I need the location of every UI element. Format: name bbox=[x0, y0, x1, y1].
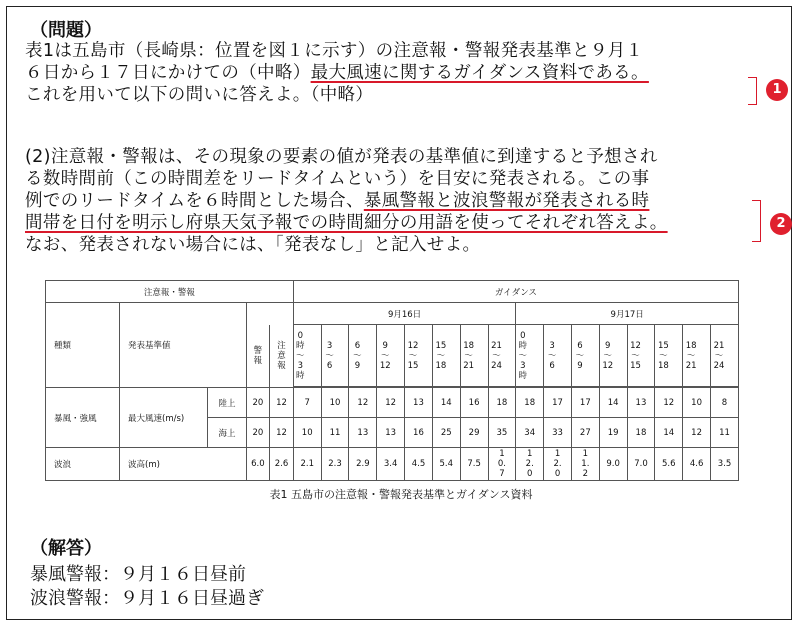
value-cell: 3.5 bbox=[711, 448, 739, 481]
underlined-phrase-1: 最大風速に関するガイダンス資料である。 bbox=[310, 63, 649, 83]
value-wrap: 11.2 bbox=[581, 449, 590, 479]
time-label: 12～15 bbox=[630, 340, 641, 371]
value-cell: 16 bbox=[460, 388, 488, 418]
time-label: 0時～3時 bbox=[518, 330, 528, 381]
time-label: 21～24 bbox=[713, 340, 725, 371]
question-line-3 bbox=[25, 190, 668, 212]
row-criteria: 波高(m) bbox=[120, 448, 246, 481]
answer-line-2: 波浪警報：９月１６日昼過ぎ bbox=[30, 588, 264, 609]
time-label: 6～9 bbox=[353, 340, 362, 371]
question-line-2: る数時間前（この時間差をリードタイムという）を目安に発表される。この事 bbox=[25, 169, 650, 189]
table-row bbox=[46, 448, 739, 481]
time-label: 21～24 bbox=[491, 340, 502, 371]
time-label: 3～6 bbox=[325, 340, 334, 371]
date-day-2: 9月17日 bbox=[516, 303, 739, 325]
header-guidance: ガイダンス bbox=[293, 281, 738, 303]
answer-line-1: 暴風警報：９月１６日昼前 bbox=[30, 564, 246, 585]
underlined-phrase-2a: 暴風警報と波浪警報が発表される時 bbox=[363, 191, 650, 211]
value-cell: 2.3 bbox=[321, 448, 349, 481]
time-label: 9～12 bbox=[379, 340, 391, 371]
time-label: 15～18 bbox=[657, 340, 669, 371]
value-cell bbox=[544, 448, 572, 481]
col-warning-label: 警報 bbox=[253, 345, 263, 366]
value-cell: 7.0 bbox=[627, 448, 655, 481]
time-label: 6～9 bbox=[575, 340, 585, 371]
time-label: 9～12 bbox=[602, 340, 614, 371]
value-cell: 3.4 bbox=[377, 448, 405, 481]
time-cell bbox=[432, 325, 460, 387]
value-cell: 25 bbox=[432, 418, 460, 448]
value-cell: 27 bbox=[571, 418, 599, 448]
value-cell: 5.4 bbox=[432, 448, 460, 481]
row-area: 海上 bbox=[208, 418, 246, 448]
value-cell: 33 bbox=[544, 418, 572, 448]
time-label: 15～18 bbox=[435, 340, 447, 371]
time-cell bbox=[377, 325, 405, 387]
row-advisory: 2.6 bbox=[270, 448, 294, 481]
time-cell bbox=[349, 325, 377, 387]
row-type: 暴風・強風 bbox=[46, 388, 120, 448]
value-cell: 12 bbox=[683, 418, 711, 448]
value-cell: 13 bbox=[349, 418, 377, 448]
time-label: 3～6 bbox=[547, 340, 557, 371]
number-badge-2: 2 bbox=[770, 213, 792, 235]
value-cell: 17 bbox=[544, 388, 572, 418]
table-header-row bbox=[46, 281, 739, 303]
value-cell: 16 bbox=[405, 418, 433, 448]
value-cell: 7.5 bbox=[460, 448, 488, 481]
value-cell: 18 bbox=[516, 388, 544, 418]
col-advisory bbox=[270, 325, 294, 388]
row-warning: 20 bbox=[246, 418, 270, 448]
value-cell: 13 bbox=[627, 388, 655, 418]
row-type: 波浪 bbox=[46, 448, 120, 481]
question-paragraph bbox=[25, 146, 668, 256]
value-cell: 4.6 bbox=[683, 448, 711, 481]
blank-advisory-header bbox=[270, 303, 294, 325]
value-wrap: 12.0 bbox=[553, 449, 562, 479]
time-cell bbox=[460, 325, 488, 387]
value-cell: 7 bbox=[293, 388, 321, 418]
time-cell bbox=[655, 325, 683, 387]
problem-paragraph bbox=[25, 40, 649, 106]
table-row bbox=[46, 388, 739, 418]
red-bracket-1 bbox=[748, 77, 757, 105]
table-date-row bbox=[46, 303, 739, 325]
table-caption: 表1 五島市の注意報・警報発表基準とガイダンス資料 bbox=[269, 488, 533, 501]
value-cell bbox=[488, 448, 516, 481]
value-cell: 10 bbox=[683, 388, 711, 418]
time-cell bbox=[599, 325, 627, 387]
value-cell: 19 bbox=[599, 418, 627, 448]
row-area: 陸上 bbox=[208, 388, 246, 418]
col-criteria: 発表基準値 bbox=[120, 303, 246, 388]
value-cell: 4.5 bbox=[405, 448, 433, 481]
row-warning: 6.0 bbox=[246, 448, 270, 481]
time-cell bbox=[711, 325, 739, 387]
value-cell bbox=[571, 448, 599, 481]
question-line-3-text: 例でのリードタイムを６時間とした場合、 bbox=[25, 191, 364, 211]
row-advisory: 12 bbox=[270, 418, 294, 448]
problem-line-2-text: ６日から１７日にかけての（中略） bbox=[25, 63, 311, 83]
time-cell bbox=[516, 325, 544, 387]
value-cell: 12 bbox=[377, 388, 405, 418]
number-badge-1: 1 bbox=[766, 79, 788, 101]
time-cell bbox=[571, 325, 599, 387]
value-cell: 35 bbox=[488, 418, 516, 448]
value-cell: 34 bbox=[516, 418, 544, 448]
time-cell bbox=[293, 325, 321, 387]
row-advisory: 12 bbox=[270, 388, 294, 418]
header-warnings: 注意報・警報 bbox=[46, 281, 294, 303]
value-cell: 14 bbox=[432, 388, 460, 418]
answer-heading: （解答） bbox=[30, 538, 102, 559]
value-cell: 5.6 bbox=[655, 448, 683, 481]
value-cell: 11 bbox=[711, 418, 739, 448]
value-cell bbox=[516, 448, 544, 481]
problem-line-1: 表1は五島市（長崎県：位置を図１に示す）の注意報・警報発表基準と９月１ bbox=[25, 41, 644, 61]
value-cell: 14 bbox=[655, 418, 683, 448]
value-cell: 2.9 bbox=[349, 448, 377, 481]
col-type: 種類 bbox=[46, 303, 120, 388]
col-advisory-label: 注意報 bbox=[277, 340, 286, 371]
value-cell: 9.0 bbox=[599, 448, 627, 481]
time-label: 12～15 bbox=[407, 340, 419, 371]
value-cell: 13 bbox=[377, 418, 405, 448]
col-warning bbox=[246, 325, 270, 388]
time-cell bbox=[627, 325, 655, 387]
value-cell: 29 bbox=[460, 418, 488, 448]
time-cell bbox=[321, 325, 349, 387]
value-wrap: 10.7 bbox=[497, 449, 506, 479]
value-cell: 8 bbox=[711, 388, 739, 418]
red-bracket-2 bbox=[752, 200, 761, 242]
time-label: 18～21 bbox=[463, 340, 475, 371]
value-cell: 17 bbox=[571, 388, 599, 418]
time-cell bbox=[488, 325, 516, 387]
value-cell: 18 bbox=[488, 388, 516, 418]
row-criteria: 最大風速(m/s) bbox=[120, 388, 208, 448]
value-wrap: 12.0 bbox=[525, 449, 534, 479]
date-day-1: 9月16日 bbox=[293, 303, 516, 325]
value-cell: 10 bbox=[293, 418, 321, 448]
value-cell: 13 bbox=[405, 388, 433, 418]
value-cell: 12 bbox=[655, 388, 683, 418]
blank-warning-header bbox=[246, 303, 270, 325]
problem-line-3: これを用いて以下の問いに答えよ。（中略） bbox=[25, 85, 374, 105]
time-label: 0時～3時 bbox=[296, 330, 305, 381]
value-cell: 14 bbox=[599, 388, 627, 418]
underlined-phrase-2b: 間帯を日付を明示し府県天気予報での時間細分の用語を使ってそれぞれ答えよ。 bbox=[25, 213, 668, 233]
time-label: 18～21 bbox=[685, 340, 697, 371]
question-line-4 bbox=[25, 212, 668, 234]
time-cell bbox=[683, 325, 711, 387]
problem-heading: （問題） bbox=[30, 20, 102, 41]
question-line-1: (2)注意報・警報は、その現象の要素の値が発表の基準値に到達すると予想され bbox=[25, 147, 658, 167]
value-cell: 2.1 bbox=[293, 448, 321, 481]
time-cell bbox=[405, 325, 433, 387]
problem-line-2 bbox=[25, 62, 649, 84]
value-cell: 12 bbox=[349, 388, 377, 418]
question-line-5: なお、発表されない場合には、「発表なし」と記入せよ。 bbox=[25, 235, 481, 255]
value-cell: 11 bbox=[321, 418, 349, 448]
value-cell: 10 bbox=[321, 388, 349, 418]
time-cell bbox=[544, 325, 572, 387]
guidance-table bbox=[45, 280, 739, 481]
value-cell: 18 bbox=[627, 418, 655, 448]
row-warning: 20 bbox=[246, 388, 270, 418]
